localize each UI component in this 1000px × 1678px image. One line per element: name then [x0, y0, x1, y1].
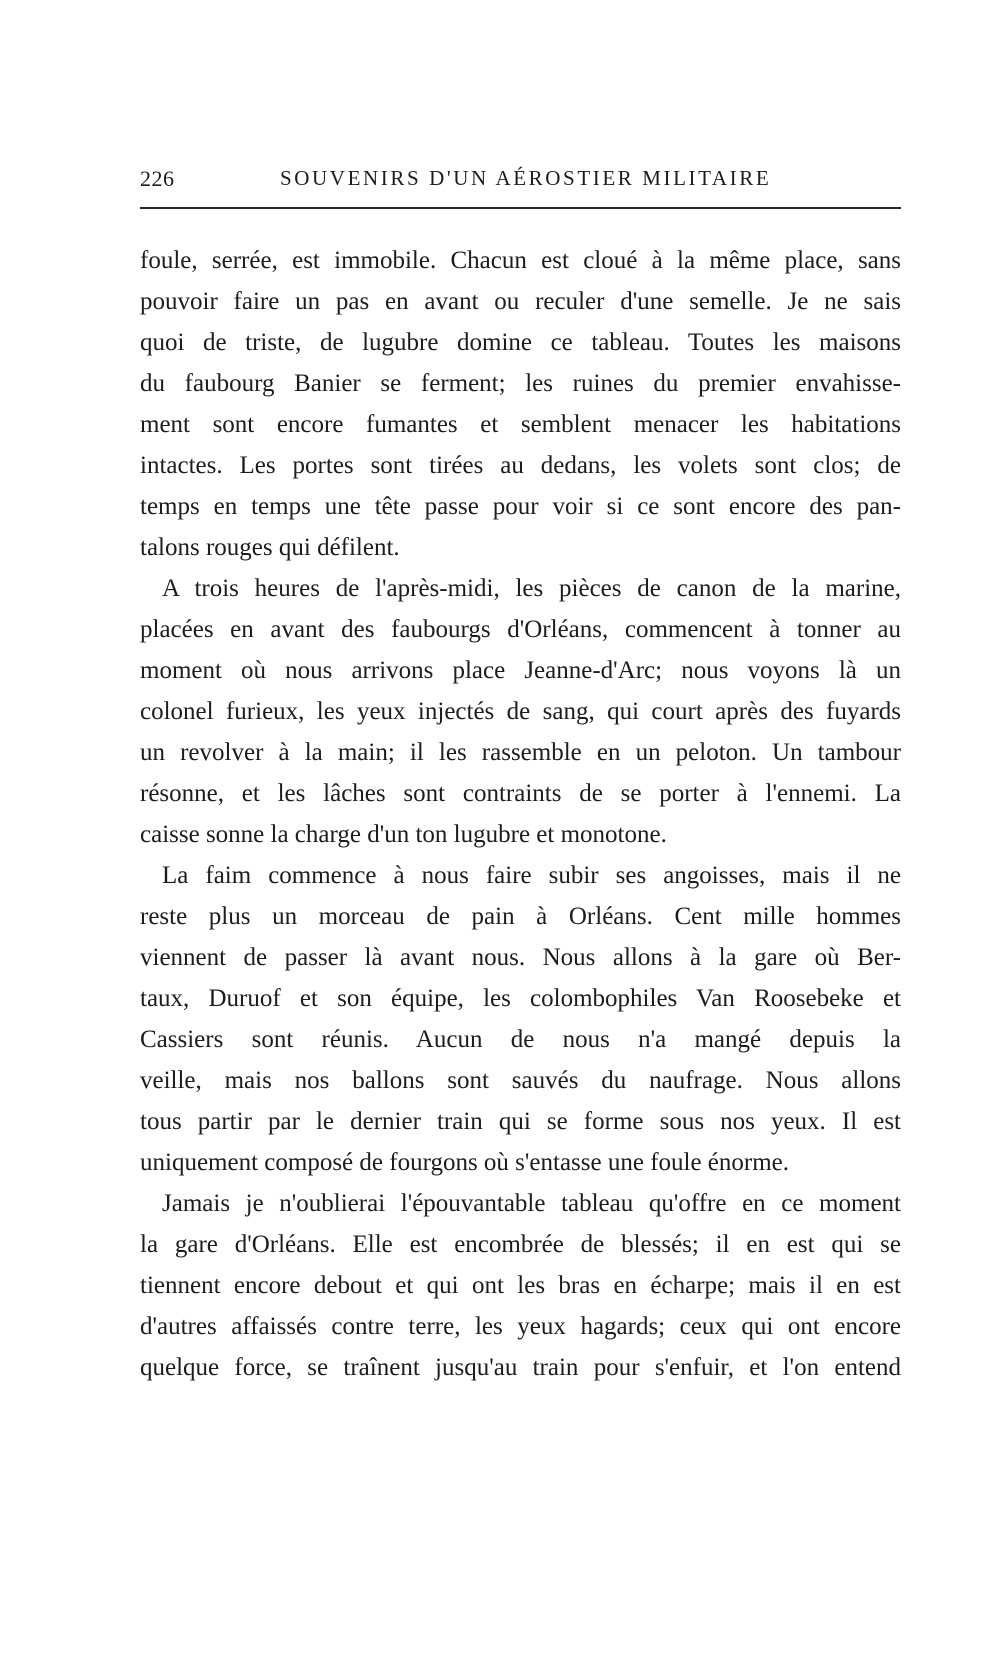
text-line: temps en temps une tête passe pour voir si ce sont encore des pan-	[140, 493, 901, 520]
text-line: La faim commence à nous faire subir ses angoisses, mais il ne	[162, 862, 901, 889]
text-line: foule, serrée, est immobile. Chacun est cloué à la même place, sans	[140, 247, 901, 274]
text-line: talons rouges qui défilent.	[140, 534, 400, 561]
page-number: 226	[140, 166, 175, 191]
text-line: ment sont encore fumantes et semblent menacer les habitations	[140, 411, 901, 438]
paragraph	[140, 240, 901, 568]
text-line: quoi de triste, de lugubre domine ce tableau. Toutes les maisons	[140, 329, 901, 356]
text-line: viennent de passer là avant nous. Nous allons à la gare où Ber-	[140, 944, 901, 971]
text-line: placées en avant des faubourgs d'Orléans, commencent à tonner au	[140, 616, 901, 643]
text-line: intactes. Les portes sont tirées au dedans, les volets sont clos; de	[140, 452, 901, 479]
text-line: caisse sonne la charge d'un ton lugubre et monotone.	[140, 821, 667, 848]
body-text	[140, 240, 901, 1388]
text-line: un revolver à la main; il les rassemble en un peloton. Un tambour	[140, 739, 901, 766]
text-line: uniquement composé de fourgons où s'entasse une foule énorme.	[140, 1149, 790, 1176]
text-line: d'autres affaissés contre terre, les yeux hagards; ceux qui ont encore	[140, 1313, 901, 1340]
header-rule	[140, 207, 901, 209]
text-line: Jamais je n'oublierai l'épouvantable tableau qu'offre en ce moment	[162, 1190, 901, 1217]
paragraph	[140, 855, 901, 1183]
text-line: reste plus un morceau de pain à Orléans. Cent mille hommes	[140, 903, 901, 930]
text-line: tous partir par le dernier train qui se forme sous nos yeux. Il est	[140, 1108, 901, 1135]
page-header	[140, 166, 901, 196]
text-line: pouvoir faire un pas en avant ou reculer d'une semelle. Je ne sais	[140, 288, 901, 315]
text-line: quelque force, se traînent jusqu'au train pour s'enfuir, et l'on entend	[140, 1354, 901, 1381]
running-title: SOUVENIRS D'UN AÉROSTIER MILITAIRE	[280, 166, 772, 190]
paragraph	[140, 1183, 901, 1388]
text-line: taux, Duruof et son équipe, les colombophiles Van Roosebeke et	[140, 985, 901, 1012]
text-line: A trois heures de l'après-midi, les pièces de canon de la marine,	[162, 575, 901, 602]
text-line: Cassiers sont réunis. Aucun de nous n'a mangé depuis la	[140, 1026, 901, 1053]
text-line: tiennent encore debout et qui ont les bras en écharpe; mais il en est	[140, 1272, 901, 1299]
paragraph	[140, 568, 901, 855]
text-line: colonel furieux, les yeux injectés de sang, qui court après des fuyards	[140, 698, 901, 725]
text-line: du faubourg Banier se ferment; les ruines du premier envahisse-	[140, 370, 901, 397]
text-line: moment où nous arrivons place Jeanne-d'Arc; nous voyons là un	[140, 657, 901, 684]
text-line: la gare d'Orléans. Elle est encombrée de blessés; il en est qui se	[140, 1231, 901, 1258]
text-line: résonne, et les lâches sont contraints de se porter à l'ennemi. La	[140, 780, 901, 807]
text-line: veille, mais nos ballons sont sauvés du naufrage. Nous allons	[140, 1067, 901, 1094]
